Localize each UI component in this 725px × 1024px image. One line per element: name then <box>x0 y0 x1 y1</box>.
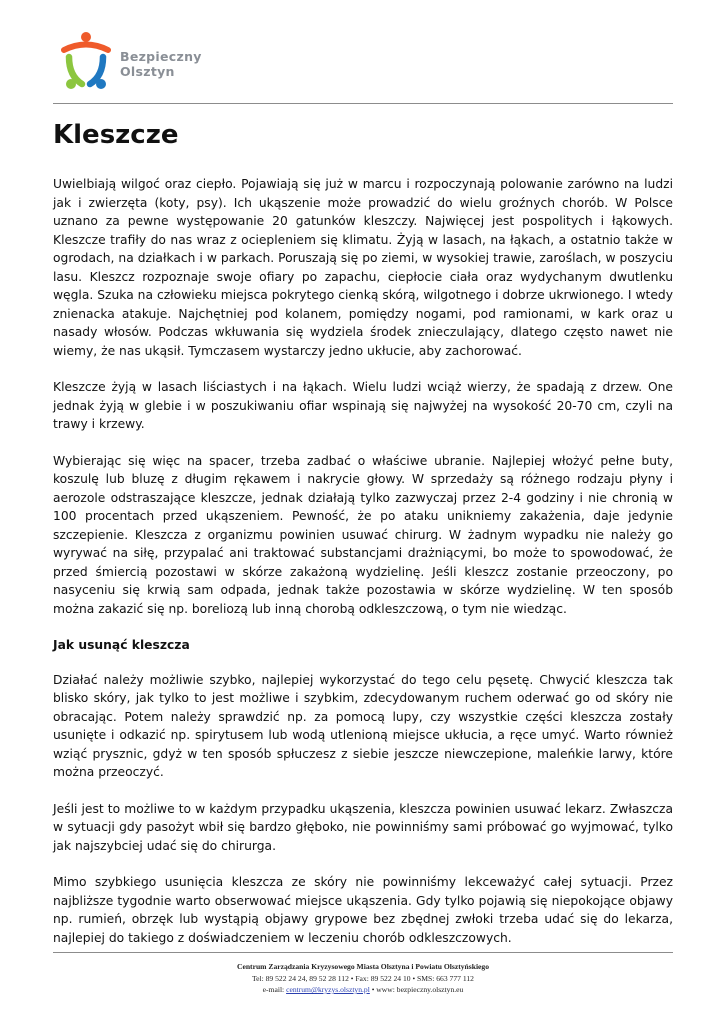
footer-contact <box>53 984 673 996</box>
footer <box>53 961 673 996</box>
paragraph: Jeśli jest to możliwe to w każdym przypadku ukąszenia, kleszcza powinien usuwać lekarz. Zwłaszcza w sytuacji gdy pasożyt wbił się bardzo głęboko, nie powinniśmy sami próbować go wyjmować, tylko jak najszybciej udać się do chirurga. <box>53 801 673 853</box>
paragraph: Uwielbiają wilgoć oraz ciepło. Pojawiają się już w marcu i rozpoczynają polowanie zarówno na ludzi jak i zwierzęta (koty, psy). Ich ukąszenie może prowadzić do wielu groźnych chorób. W Polsce uznano za pewne występowanie 20 gatunków kleszczy. Najwięcej jest pospolitych i łąkowych. Kleszcze trafiły do nas wraz z ociepleniem się klimatu. Żyją w lasach, na łąkach, a ostatnio także w ogrodach, na działkach i w parkach. Poruszają się po ziemi, w wysokiej trawie, zaroślach, w poszyciu lasu. Kleszcz rozpoznaje swoje ofiary po zapachu, ciepłocie ciała oraz wydychanym dwutlenku węgla. Szuka na człowieku miejsca pokrytego cienką skórą, wilgotnego i dobrze ukrwionego. I wtedy znienacka atakuje. Najchętniej pod kolanem, pomiędzy nogami, pod ramionami, w kark oraz u nasady włosów. Podczas wkłuwania się wydziela środek znieczulający, dlatego często nawet nie wiemy, że nas ukąsił. Tymczasem wystarczy jedno ukłucie, aby zachorować. <box>53 177 673 358</box>
logo <box>60 30 202 94</box>
article-body <box>53 175 673 965</box>
paragraph: Wybierając się więc na spacer, trzeba zadbać o właściwe ubranie. Najlepiej włożyć pełne buty, koszulę lub bluzę z długim rękawem i nakrycie głowy. W sprzedaży są różnego rodzaju płyny i aerozole odstraszające kleszcze, jednak działają tylko zazwyczaj przez 2-4 godziny i nie chronią w 100 procentach przed ukąszeniem. Pewność, że po ataku unikniemy zakażenia, daje jedynie szczepienie. Kleszcza z organizmu powinien usuwać chirurg. W żadnym wypadku nie należy go wyrywać na siłę, przypalać ani traktować substancjami drażniącymi, bo może to spowodować, że przed śmiercią pozostawi w skórze zakażoną wydzielinę. Jeśli kleszcz zostanie przeoczony, po nasyceniu się krwią sam odpada, jednak także pozostawia w skórze wydzielinę. W ten sposób można zakazić się np. boreliozą lub inną chorobą odkleszczową, o tym nie wiedząc. <box>53 453 673 616</box>
page-title: Kleszcze <box>53 120 179 150</box>
footer-phone: Tel: 89 522 24 24, 89 52 28 112 • Fax: 89 522 24 10 • SMS: 663 777 112 <box>252 973 474 983</box>
header-divider <box>53 103 673 104</box>
footer-org: Centrum Zarządzania Kryzysowego Miasta Olsztyna i Powiatu Olsztyńskiego <box>236 962 490 971</box>
footer-email-link[interactable]: centrum@kryzys.olsztyn.pl <box>286 985 370 994</box>
footer-divider <box>53 952 673 953</box>
footer-www: • www: bezpieczny.olsztyn.eu <box>371 985 464 994</box>
section-heading: Jak usunąć kleszcza <box>53 638 190 652</box>
footer-email-label: e-mail: <box>262 985 285 994</box>
logo-emblem-icon <box>60 30 112 94</box>
paragraph: Kleszcze żyją w lasach liściastych i na łąkach. Wielu ludzi wciąż wierzy, że spadają z drzew. One jednak żyją w glebie i w poszukiwaniu ofiar wspinają się najwyżej na wysokość 20-70 cm, czyli na trawy i krzewy. <box>53 380 673 431</box>
paragraph: Działać należy możliwie szybko, najlepiej wykorzystać do tego celu pęsetę. Chwycić kleszcza tak blisko skóry, jak tylko to jest możliwe i szybkim, zdecydowanym ruchem oderwać go od skóry nie obracając. Potem należy sprawdzić np. za pomocą lupy, czy wszystkie części kleszcza zostały usunięte i odkazić np. spirytusem lub wodą utlenioną miejsce ukłucia, a ręce umyć. Warto również wziąć prysznic, gdyż w ten sposób spłuczesz z siebie jeszcze niewczepione, maleńkie larwy, które można przeoczyć. <box>53 672 673 779</box>
logo-line1: Bezpieczny <box>120 49 202 64</box>
logo-line2: Olsztyn <box>120 64 175 79</box>
paragraph: Mimo szybkiego usunięcia kleszcza ze skóry nie powinniśmy lekceważyć całej sytuacji. Przez najbliższe tygodnie warto obserwować miejsce ukąszenia. Gdy tylko pojawią się niepokojące objawy np. rumień, obrzęk lub wystąpią objawy grypowe bez zbędnej zwłoki trzeba udać się do lekarza, najlepiej do takiego z doświadczeniem w leczeniu chorób odkleszczowych. <box>53 875 673 945</box>
logo-text <box>120 49 202 79</box>
